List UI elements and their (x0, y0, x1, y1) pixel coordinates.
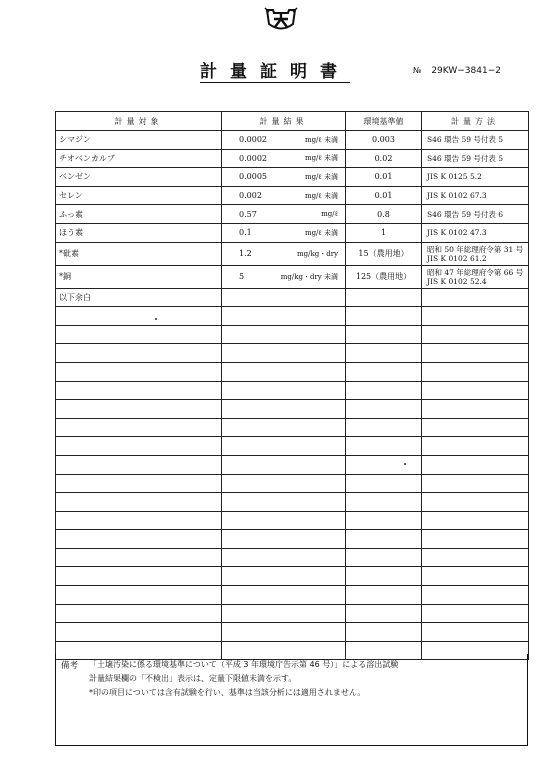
cell-method (422, 186, 529, 205)
result-value: 0.1 (239, 228, 252, 238)
header-method: 計量方法 (422, 112, 529, 131)
method-line: S46 環告 59 号付表 6 (427, 209, 504, 219)
empty-row (56, 455, 529, 474)
empty-row (56, 362, 529, 381)
remarks-line-1: 「土壌汚染に係る環境基準について（平成 3 年環境庁告示第 46 号）」による溶出試験 (89, 660, 399, 669)
empty-row (56, 530, 529, 549)
cell-method (422, 149, 529, 168)
cell-target: ふっ素 (56, 205, 222, 224)
cell-method (422, 205, 529, 224)
result-unit: mg/ℓ 未満 (304, 154, 338, 163)
cell-target: ほう素 (56, 223, 222, 242)
table-row (56, 223, 529, 242)
cell-result (222, 168, 346, 187)
cell-result (222, 149, 346, 168)
cell-target: シマジン (56, 131, 222, 150)
table-body (56, 131, 529, 660)
method-line: S46 環告 59 号付表 5 (427, 135, 504, 145)
table-header-row (56, 112, 529, 131)
result-unit: mg/ℓ 未満 (304, 228, 338, 237)
cell-standard: 0.02 (346, 149, 422, 168)
result-unit: mg/ℓ 未満 (304, 172, 338, 181)
header-target: 計量対象 (56, 112, 222, 131)
remarks-line-2: 計量結果欄の「不検出」表示は、定量下限値未満を示す。 (89, 674, 297, 683)
cell-standard: 0.8 (346, 205, 422, 224)
empty-row (56, 418, 529, 437)
cell-target: チオベンカルブ (56, 149, 222, 168)
cell-method (422, 288, 529, 307)
method-line: JIS K 0125 5.2 (427, 172, 482, 182)
cell-standard: 1 (346, 223, 422, 242)
cell-result (222, 265, 346, 288)
number-sign: № (413, 66, 422, 75)
result-unit: mg/kg・dry 未満 (280, 272, 338, 281)
method-line: JIS K 0102 67.3 (427, 191, 487, 201)
table-row (56, 265, 529, 288)
method-line: S46 環告 59 号付表 5 (427, 153, 504, 163)
cell-standard: 125（農用地） (346, 265, 422, 288)
table-row (56, 131, 529, 150)
cell-method (422, 168, 529, 187)
header-standard: 環境基準値 (346, 112, 422, 131)
table-row (56, 205, 529, 224)
result-unit: mg/ℓ 未満 (304, 191, 338, 200)
empty-row (56, 400, 529, 419)
result-value: 0.002 (239, 191, 262, 201)
cell-standard: 15（農用地） (346, 242, 422, 265)
cell-target: 以下余白 (56, 288, 222, 307)
cell-result (222, 223, 346, 242)
cell-standard: 0.003 (346, 131, 422, 150)
cell-target: *銅 (56, 265, 222, 288)
cell-method (422, 265, 529, 288)
empty-row (56, 493, 529, 512)
result-value: 0.0002 (239, 135, 267, 145)
cell-result (222, 186, 346, 205)
empty-row (56, 307, 529, 326)
result-value: 1.2 (239, 249, 252, 259)
cell-method (422, 223, 529, 242)
empty-row (56, 325, 529, 344)
cell-target: セレン (56, 186, 222, 205)
empty-row (56, 548, 529, 567)
result-value: 0.0005 (239, 172, 267, 182)
remarks-line-3: *印の項目については含有試験を行い、基準は当該分析には適用されません。 (89, 688, 366, 697)
cell-method (422, 131, 529, 150)
scan-speck (404, 463, 406, 465)
empty-row (56, 474, 529, 493)
cell-result (222, 205, 346, 224)
result-unit: mg/ℓ 未満 (304, 135, 338, 144)
empty-row (56, 623, 529, 642)
cell-target: *砒素 (56, 242, 222, 265)
empty-row (56, 344, 529, 363)
table-row (56, 288, 529, 307)
cell-method (422, 242, 529, 265)
empty-row (56, 511, 529, 530)
method-line: JIS K 0102 61.2 (427, 253, 487, 263)
empty-row (56, 567, 529, 586)
cell-standard: 0.01 (346, 168, 422, 187)
cell-target: ベンゼン (56, 168, 222, 187)
document-number (413, 66, 501, 76)
method-line: 昭和 47 年総理府令第 66 号 (427, 267, 524, 277)
scan-speck (155, 318, 157, 320)
header-result: 計量結果 (222, 112, 346, 131)
table-row (56, 168, 529, 187)
cell-standard (346, 288, 422, 307)
cell-standard: 0.01 (346, 186, 422, 205)
emblem-icon (263, 6, 299, 32)
result-value: 0.0002 (239, 153, 267, 163)
empty-row (56, 604, 529, 623)
table-row (56, 186, 529, 205)
remarks-section (55, 654, 528, 746)
table-row (56, 242, 529, 265)
measurement-table (55, 111, 528, 660)
result-value: 0.57 (239, 209, 257, 219)
cell-result (222, 131, 346, 150)
result-unit: mg/ℓ (321, 210, 338, 219)
empty-row (56, 586, 529, 605)
empty-row (56, 381, 529, 400)
method-line: JIS K 0102 47.3 (427, 228, 487, 238)
result-value: 5 (239, 272, 245, 282)
empty-row (56, 437, 529, 456)
cell-result (222, 242, 346, 265)
result-unit: mg/kg・dry (297, 249, 338, 258)
method-line: 昭和 50 年総理府令第 31 号 (427, 244, 524, 254)
table-row (56, 149, 529, 168)
remarks-label: 備考 (61, 661, 79, 671)
document-number-value: 29KW−3841−2 (431, 66, 501, 76)
method-line: JIS K 0102 52.4 (427, 276, 487, 286)
document-title: 計量証明書 (200, 62, 350, 82)
cell-result (222, 288, 346, 307)
